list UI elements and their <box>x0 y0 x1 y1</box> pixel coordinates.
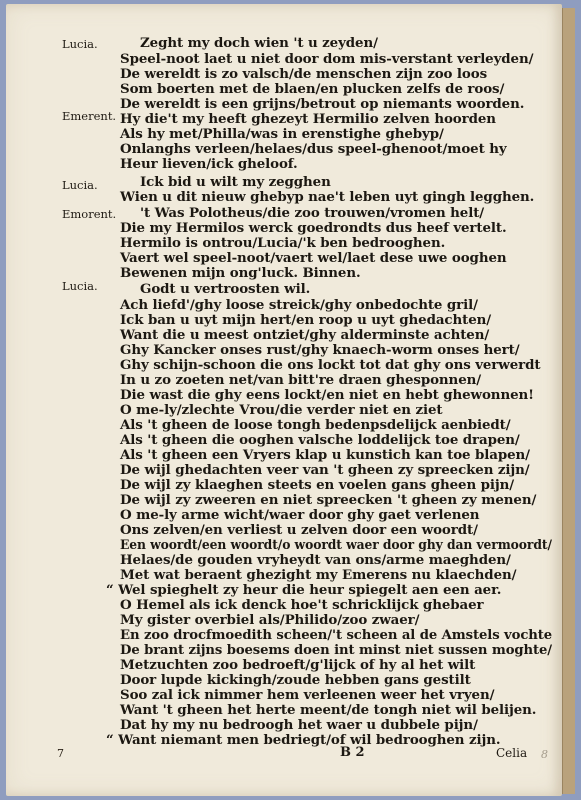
speaker-emorent: Emorent. <box>62 207 117 221</box>
verse-line: En zoo drocfmoedith scheen/'t scheen al de Amstels vochte <box>120 627 553 643</box>
verse-line: Als hy met/Philla/was in erenstighe ghebyp/ <box>120 126 444 142</box>
pencil-folio-number: 8 <box>541 748 548 761</box>
verse-line: Als 't gheen de loose tongh bedenpsdelijck aenbiedt/ <box>120 417 511 433</box>
verse-line: Heur lieven/ick gheloof. <box>120 156 298 172</box>
verse-line: De wereldt is zo valsch/de menschen zijn zoo loos <box>120 66 488 82</box>
verse-line: Bewenen mijn ong'luck. Binnen. <box>120 265 361 281</box>
verse-line: Ons zelven/en verliest u zelven door een woordt/ <box>120 522 478 538</box>
verse-line: Als 't gheen die ooghen valsche loddelijck toe drapen/ <box>120 432 520 448</box>
verse-line: Helaes/de gouden vryheydt van ons/arme maeghden/ <box>120 552 511 568</box>
verse-line: Een woordt/een woordt/o woordt waer door ghy dan vermoordt/ <box>120 537 552 553</box>
verse-line: Ghy Kancker onses rust/ghy knaech-worm onses hert/ <box>120 342 520 358</box>
verse-line: O me-ly arme wicht/waer door ghy gaet verlenen <box>120 507 480 523</box>
verse-line: Die wast die ghy eens lockt/en niet en hebt ghewonnen! <box>120 387 534 403</box>
verse-line: In u zo zoeten net/van bitt're draen ghesponnen/ <box>120 372 482 388</box>
speaker-lucia: Lucia. <box>62 279 98 293</box>
verse-line: 't Was Polotheus/die zoo trouwen/vromen helt/ <box>140 205 485 221</box>
verse-line: “ Wel spieghelt zy heur die heur spiegelt aen een aer. <box>106 582 502 598</box>
verse-line: De wijl zy klaeghen steets en voelen gans gheen pijn/ <box>120 477 515 493</box>
verse-line: My gister overbiel als/Philido/zoo zwaer/ <box>120 612 420 628</box>
signature-mark: B 2 <box>340 745 365 760</box>
verse-line: Speel-noot laet u niet door dom mis-verstant verleyden/ <box>120 51 534 67</box>
margin-mark: 7 <box>57 747 64 760</box>
verse-line: “ Want niemant men bedriegt/of wil bedrooghen zijn. <box>106 732 501 748</box>
page-edge <box>562 8 576 794</box>
speaker-lucia: Lucia. <box>62 178 98 192</box>
verse-line: Door lupde kickingh/zoude hebben gans gestilt <box>120 672 471 688</box>
verse-line: De wijl zy zweeren en niet spreecken 't gheen zy menen/ <box>120 492 537 508</box>
verse-line: Wien u dit nieuw ghebyp nae't leben uyt gingh legghen. <box>120 189 535 205</box>
verse-line: De wereldt is een grijns/betrout op niemants woorden. <box>120 96 525 112</box>
verse-line: Ghy schijn-schoon die ons lockt tot dat ghy ons verwerdt <box>120 357 541 373</box>
verse-line: Hy die't my heeft ghezeyt Hermilio zelven hoorden <box>120 111 496 127</box>
verse-line: Met wat beraent ghezight my Emerens nu klaechden/ <box>120 567 517 583</box>
verse-line: Want 't gheen het herte meent/de tongh niet wil belijen. <box>120 702 537 718</box>
verse-line: Ach liefd'/ghy loose streick/ghy onbedochte gril/ <box>120 297 478 313</box>
verse-line: De wijl ghedachten veer van 't gheen zy spreecken zijn/ <box>120 462 530 478</box>
speaker-lucia: Lucia. <box>62 37 98 51</box>
verse-line: Metzuchten zoo bedroeft/g'lijck of hy al het wilt <box>120 657 476 673</box>
verse-line: Zeght my doch wien 't u zeyden/ <box>140 35 378 51</box>
verse-line: Onlanghs verleen/helaes/dus speel-ghenoot/moet hy <box>120 141 507 157</box>
verse-line: De brant zijns boesems doen int minst niet sussen moghte/ <box>120 642 552 658</box>
verse-line: O Hemel als ick denck hoe't schricklijck ghebaer <box>120 597 484 613</box>
speaker-emerent: Emerent. <box>62 109 117 123</box>
verse-line: Ick bid u wilt my zegghen <box>140 174 331 190</box>
verse-line: Dat hy my nu bedroogh het waer u dubbele pijn/ <box>120 717 478 733</box>
verse-line: Godt u vertroosten wil. <box>140 281 311 297</box>
verse-line: Soo zal ick nimmer hem verleenen weer het vryen/ <box>120 687 495 703</box>
verse-line: Als 't gheen een Vryers klap u kunstich kan toe blapen/ <box>120 447 530 463</box>
background-strip <box>575 0 581 800</box>
verse-line: O me-ly/zlechte Vrou/die verder niet en ziet <box>120 402 443 418</box>
verse-line: Som boerten met de blaen/en plucken zelfs de roos/ <box>120 81 505 97</box>
verse-line: Vaert wel speel-noot/vaert wel/laet dese uwe ooghen <box>120 250 507 266</box>
verse-line: Ick ban u uyt mijn hert/en roop u uyt ghedachten/ <box>120 312 492 328</box>
verse-line: Want die u meest ontziet/ghy alderminste achten/ <box>120 327 490 343</box>
verse-line: Die my Hermilos werck goedrondts dus heef vertelt. <box>120 220 507 236</box>
verse-line: Hermilo is ontrou/Lucia/'k ben bedrooghen. <box>120 235 446 251</box>
catchword: Celia <box>496 746 528 760</box>
